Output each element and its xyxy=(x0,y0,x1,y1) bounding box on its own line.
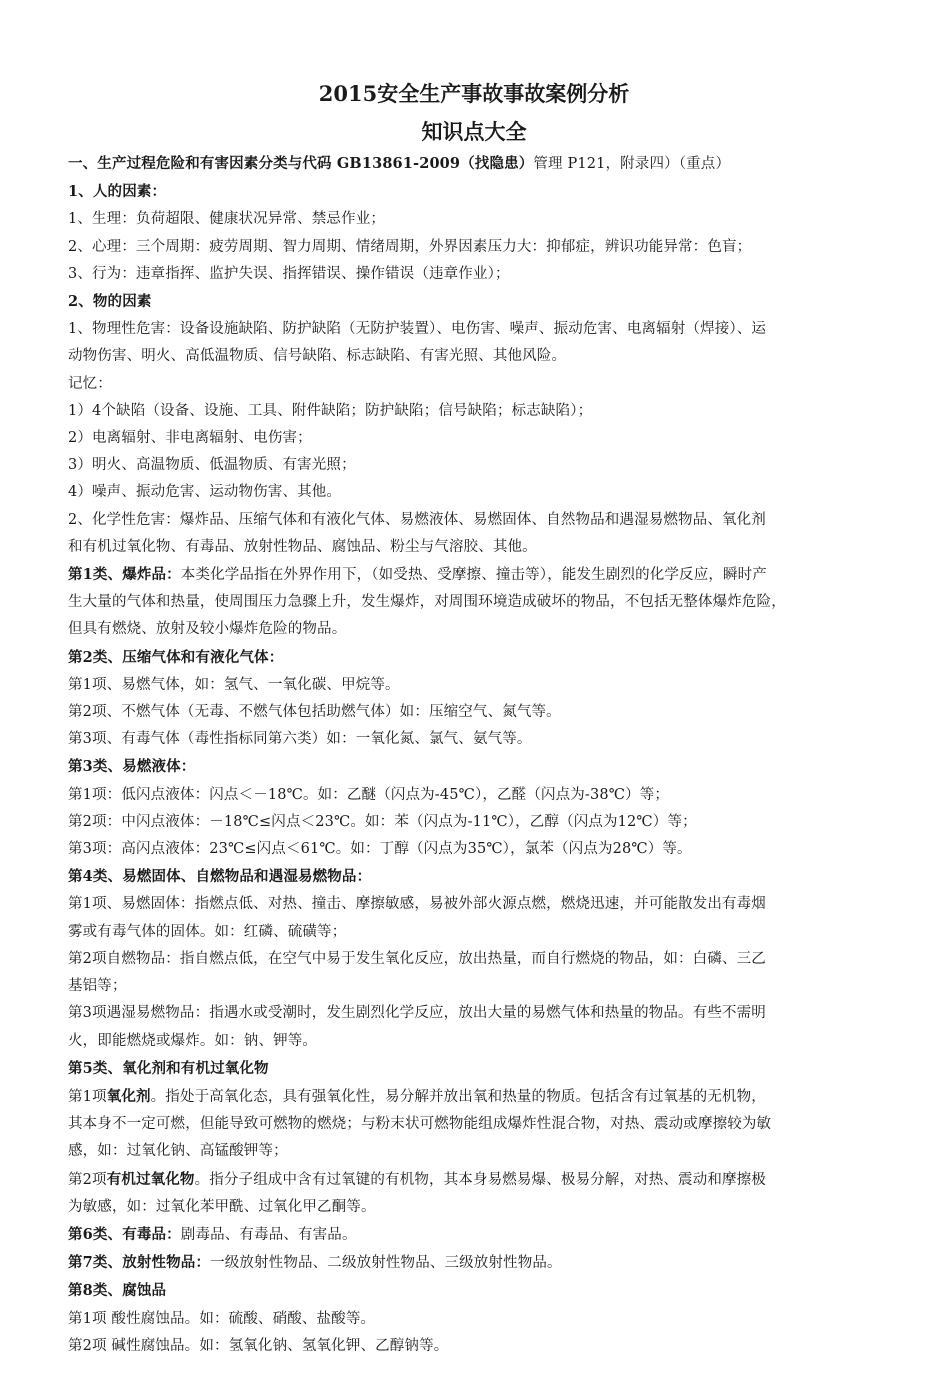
line-text: 第2项、不燃气体（无毒、不燃气体包括助燃气体）如：压缩空气、氮气等。 xyxy=(68,704,561,721)
bold-heading: 第8类、腐蚀品 xyxy=(68,1282,167,1300)
line-text: 第3项：高闪点液体：23℃≤闪点＜61℃。如：丁醇（闪点为35℃），氯苯（闪点为28℃）等。 xyxy=(68,841,692,858)
text-line xyxy=(68,479,880,506)
text-line xyxy=(68,616,880,643)
text-line xyxy=(68,234,880,261)
bold-heading: 第5类、氧化剂和有机过氧化物 xyxy=(68,1059,269,1077)
line-text: 第2项 碱性腐蚀品。如：氢氧化钠、氢氧化钾、乙醇钠等。 xyxy=(68,1337,449,1354)
bold-heading: 2、物的因素 xyxy=(68,293,152,311)
text-line xyxy=(68,672,880,699)
line-text: 第2项：中闪点液体：－18℃≤闪点＜23℃。如：苯（闪点为-11℃），乙醇（闪点为12℃）等； xyxy=(68,813,697,830)
line-text: 1、物理性危害：设备设施缺陷、防护缺陷（无防护装置）、电伤害、噪声、振动危害、电离辐射（焊接）、运 xyxy=(68,321,767,338)
bold-heading: 氧化剂 xyxy=(106,1087,151,1105)
line-text: 感，如：过氧化钠、高锰酸钾等； xyxy=(68,1143,288,1160)
text-line xyxy=(68,316,880,343)
bold-heading: 1、人的因素： xyxy=(68,183,167,201)
line-text: 火，即能燃烧或爆炸。如：钠、钾等。 xyxy=(68,1032,318,1049)
document-subtitle: 知识点大全 xyxy=(421,119,527,144)
line-text: 一级放射性物品、二级放射性物品、三级放射性物品。 xyxy=(210,1255,562,1272)
text-line xyxy=(68,561,880,589)
line-text: 第3项、有毒气体（毒性指标同第六类）如：一氧化氮、氯气、氨气等。 xyxy=(68,731,532,748)
line-text: 雾或有毒气体的固体。如：红磷、硫磺等； xyxy=(68,923,347,940)
line-text: 记忆： xyxy=(68,375,112,392)
line-text: 剧毒品、有毒品、有害品。 xyxy=(180,1226,357,1243)
line-text: 1、生理：负荷超限、健康状况异常、禁忌作业； xyxy=(68,211,386,228)
text-line xyxy=(68,288,880,316)
text-line xyxy=(68,1221,880,1249)
text-line xyxy=(68,507,880,534)
text-line xyxy=(68,1333,880,1360)
text-line xyxy=(68,1249,880,1277)
line-text: 和有机过氧化物、有毒品、放射性物品、腐蚀品、粉尘与气溶胶、其他。 xyxy=(68,538,537,555)
text-line xyxy=(68,1055,880,1083)
text-line xyxy=(68,343,880,370)
bold-heading: 第1类、爆炸品： xyxy=(68,566,181,584)
text-line xyxy=(68,1277,880,1305)
text-line xyxy=(68,178,880,206)
line-text: 基铝等； xyxy=(68,978,127,995)
text-line xyxy=(68,809,880,836)
line-text: 3、行为：违章指挥、监护失误、指挥错误、操作错误（违章作业）； xyxy=(68,265,510,282)
line-text: 2、化学性危害：爆炸品、压缩气体和有液化气体、易燃液体、易燃固体、自然物品和遇湿易燃物品、氧化剂 xyxy=(68,511,766,528)
line-text: 3）明火、高温物质、低温物质、有害光照； xyxy=(68,457,356,474)
text-line xyxy=(68,1138,880,1165)
text-line xyxy=(68,206,880,233)
bold-heading: 第3类、易燃液体： xyxy=(68,758,196,776)
line-text: 2、心理：三个周期：疲劳周期、智力周期、情绪周期，外界因素压力大：抑郁症，辨识功能异常：色盲； xyxy=(68,238,752,255)
text-line xyxy=(68,699,880,726)
bold-heading: 第6类、有毒品： xyxy=(68,1225,181,1243)
bold-heading: 第4类、易燃固体、自燃物品和遇湿易燃物品： xyxy=(68,868,372,886)
line-text: 第1项：低闪点液体：闪点＜－18℃。如：乙醚（闪点为-45℃），乙醛（闪点为-38℃）等； xyxy=(68,786,670,803)
text-line xyxy=(68,452,880,479)
text-line xyxy=(68,946,880,973)
document-title: 2015安全生产事故事故案例分析 xyxy=(318,81,630,106)
line-text: 第1项、易燃固体：指燃点低、对热、撞击、摩擦敏感，易被外部火源点燃，燃烧迅速，并可能散发出有毒烟 xyxy=(68,896,766,913)
line-text: 其本身不一定可燃，但能导致可燃物的燃烧；与粉末状可燃物能组成爆炸性混合物，对热、震动或摩擦较为敏 xyxy=(68,1116,772,1133)
text-line xyxy=(68,150,880,178)
text-line xyxy=(68,726,880,753)
bold-heading: 一、生产过程危险和有害因素分类与代码 GB13861-2009（找隐患） xyxy=(68,155,534,172)
line-text: 第2项自燃物品：指自燃点低，在空气中易于发生氧化反应，放出热量，而自行燃烧的物品，如：白磷、三乙 xyxy=(68,950,766,967)
bold-heading: 有机过氧化物 xyxy=(106,1170,195,1188)
text-line xyxy=(68,1000,880,1027)
line-text: 为敏感，如：过氧化苯甲酰、过氧化甲乙酮等。 xyxy=(68,1198,376,1215)
line-text: 4）噪声、振动危害、运动物伤害、其他。 xyxy=(68,484,342,501)
line-text: 1）4个缺陷（设备、设施、工具、附件缺陷；防护缺陷；信号缺陷；标志缺陷）； xyxy=(68,402,593,419)
text-line xyxy=(68,1306,880,1333)
text-line xyxy=(68,1028,880,1055)
text-line xyxy=(68,1194,880,1221)
text-line xyxy=(68,589,880,616)
bold-heading: 第7类、放射性物品： xyxy=(68,1254,211,1272)
line-text: 管理 P121，附录四）（重点） xyxy=(533,156,731,172)
text-line xyxy=(68,371,880,398)
line-text: 。指分子组成中含有过氧键的有机物，其本身易燃易爆、极易分解，对热、震动和摩擦极 xyxy=(194,1171,766,1188)
text-line xyxy=(68,891,880,918)
line-prefix: 第1项 xyxy=(68,1088,107,1105)
text-line xyxy=(68,534,880,561)
line-text: 。指处于高氧化态，具有强氧化性，易分解并放出氧和热量的物质。包括含有过氧基的无机物， xyxy=(150,1088,766,1105)
text-line xyxy=(68,644,880,672)
document-body xyxy=(68,150,880,1360)
text-line xyxy=(68,919,880,946)
text-line xyxy=(68,261,880,288)
text-line xyxy=(68,1166,880,1194)
line-text: 本类化学品指在外界作用下，（如受热、受摩擦、撞击等），能发生剧烈的化学反应，瞬时产 xyxy=(180,567,767,584)
line-text: 第1项 酸性腐蚀品。如：硫酸、硝酸、盐酸等。 xyxy=(68,1310,376,1327)
text-line xyxy=(68,398,880,425)
text-line xyxy=(68,836,880,863)
line-text: 2）电离辐射、非电离辐射、电伤害； xyxy=(68,430,312,447)
text-line xyxy=(68,1111,880,1138)
text-line xyxy=(68,782,880,809)
line-prefix: 第2项 xyxy=(68,1171,107,1188)
line-text: 动物伤害、明火、高低温物质、信号缺陷、标志缺陷、有害光照、其他风险。 xyxy=(68,348,567,365)
text-line xyxy=(68,425,880,452)
line-text: 第3项遇湿易燃物品：指遇水或受潮时，发生剧烈化学反应，放出大量的易燃气体和热量的物品。有些不需明 xyxy=(68,1005,766,1022)
text-line xyxy=(68,863,880,891)
line-text: 但具有燃烧、放射及较小爆炸危险的物品。 xyxy=(68,621,347,638)
text-line xyxy=(68,973,880,1000)
line-text: 生大量的气体和热量，使周围压力急骤上升，发生爆炸，对周围环境造成破坏的物品，不包括无整体爆炸危险， xyxy=(68,594,786,611)
text-line xyxy=(68,1083,880,1111)
bold-heading: 第2类、压缩气体和有液化气体： xyxy=(68,648,284,666)
line-text: 第1项、易燃气体，如：氢气、一氧化碳、甲烷等。 xyxy=(68,676,400,693)
text-line xyxy=(68,753,880,781)
